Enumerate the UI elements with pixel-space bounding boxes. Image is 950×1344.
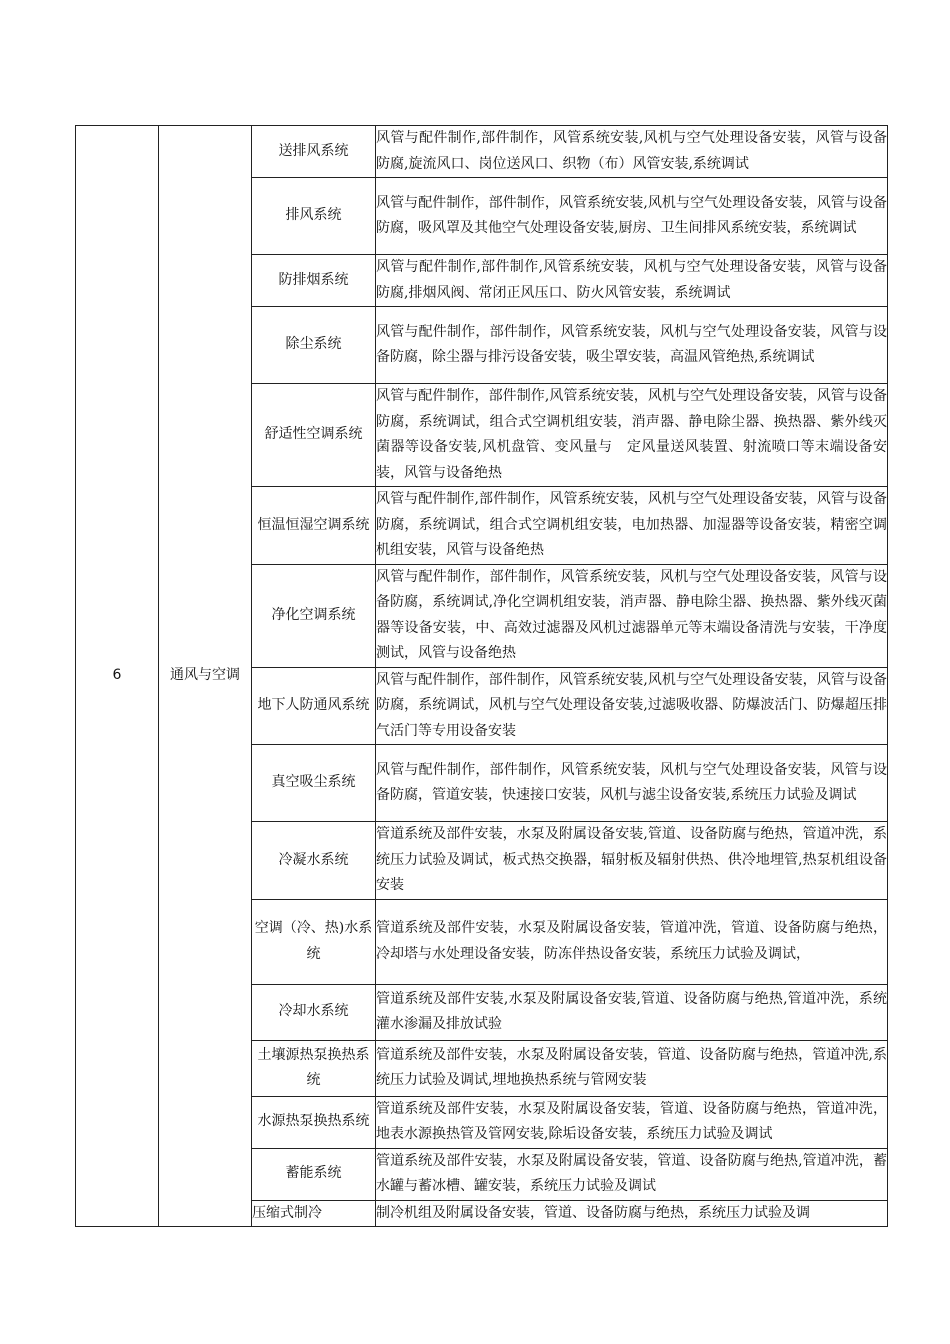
subsystem-cell: 除尘系统 (252, 307, 376, 384)
work-items-cell: 风管与配件制作，部件制作，风管系统安装，风机与空气处理设备安装，风管与设备防腐，系统调试,净化空调机组安装，消声器、静电除尘器、换热器、紫外线灭菌器等设备安装，中、高效过滤器及风机过滤器单元等末端设备清洗与安装，干净度测试，风管与设备绝热 (376, 564, 888, 667)
work-items-cell: 风管与配件制作，部件制作，风管系统安装，风机与空气处理设备安装，风管与设备防腐，管道安装，快速接口安装，风机与滤尘设备安装,系统压力试验及调试 (376, 745, 888, 822)
subsystem-cell: 地下人防通风系统 (252, 667, 376, 745)
work-items-cell: 风管与配件制作，部件制作,风管系统安装，风机与空气处理设备安装，风管与设备防腐，系统调试，组合式空调机组安装，消声器、静电除尘器、换热器、紫外线灭菌器等设备安装,风机盘管、变风量与 定风量送风装置、射流喷口等末端设备安装，风管与设备绝热 (376, 384, 888, 487)
work-items-cell: 管道系统及部件安装，水泵及附属设备安装，管道、设备防腐与绝热，管道冲洗,系统压力试验及调试,埋地换热系统与管网安装 (376, 1040, 888, 1096)
subsystem-cell: 真空吸尘系统 (252, 745, 376, 822)
subsystem-cell: 冷却水系统 (252, 984, 376, 1040)
work-items-cell: 管道系统及部件安装，水泵及附属设备安装，管道、设备防腐与绝热，管道冲洗，地表水源换热管及管网安装,除垢设备安装，系统压力试验及调试 (376, 1096, 888, 1148)
work-items-cell: 制冷机组及附属设备安装，管道、设备防腐与绝热，系统压力试验及调 (376, 1200, 888, 1227)
subsystem-cell: 净化空调系统 (252, 564, 376, 667)
subsystem-cell: 送排风系统 (252, 126, 376, 178)
category-name: 通风与空调 (159, 126, 252, 1227)
work-items-cell: 管道系统及部件安装，水泵及附属设备安装，管道、设备防腐与绝热,管道冲洗，蓄水罐与蓄冰槽、罐安装，系统压力试验及调试 (376, 1148, 888, 1200)
specification-table (75, 125, 888, 1227)
table-row (76, 126, 888, 178)
section-number: 6 (76, 126, 159, 1227)
subsystem-cell: 防排烟系统 (252, 255, 376, 307)
subsystem-cell: 恒温恒湿空调系统 (252, 487, 376, 565)
work-items-cell: 风管与配件制作,部件制作，风管系统安装，风机与空气处理设备安装，风管与设备防腐，系统调试，组合式空调机组安装，电加热器、加湿器等设备安装，精密空调机组安装，风管与设备绝热 (376, 487, 888, 565)
work-items-cell: 风管与配件制作，部件制作，风管系统安装，风机与空气处理设备安装，风管与设备防腐，除尘器与排污设备安装，吸尘罩安装，高温风管绝热,系统调试 (376, 307, 888, 384)
subsystem-cell: 压缩式制冷 (252, 1200, 376, 1227)
subsystem-cell: 蓄能系统 (252, 1148, 376, 1200)
subsystem-cell: 空调（冷、热)水系统 (252, 899, 376, 984)
work-items-cell: 风管与配件制作,部件制作,风管系统安装，风机与空气处理设备安装，风管与设备防腐,排烟风阀、常闭正风压口、防火风管安装，系统调试 (376, 255, 888, 307)
subsystem-cell: 排风系统 (252, 178, 376, 255)
work-items-cell: 风管与配件制作，部件制作，风管系统安装,风机与空气处理设备安装，风管与设备防腐，吸风罩及其他空气处理设备安装,厨房、卫生间排风系统安装，系统调试 (376, 178, 888, 255)
work-items-cell: 管道系统及部件安装，水泵及附属设备安装,管道、设备防腐与绝热，管道冲洗，系统压力试验及调试，板式热交换器，辐射板及辐射供热、供冷地埋管,热泵机组设备安装 (376, 822, 888, 900)
work-items-cell: 风管与配件制作,部件制作，风管系统安装,风机与空气处理设备安装，风管与设备防腐,旋流风口、岗位送风口、织物（布）风管安装,系统调试 (376, 126, 888, 178)
subsystem-cell: 冷凝水系统 (252, 822, 376, 900)
subsystem-cell: 舒适性空调系统 (252, 384, 376, 487)
work-items-cell: 管道系统及部件安装，水泵及附属设备安装，管道冲洗，管道、设备防腐与绝热，冷却塔与水处理设备安装，防冻伴热设备安装，系统压力试验及调试， (376, 899, 888, 984)
work-items-cell: 风管与配件制作，部件制作，风管系统安装,风机与空气处理设备安装，风管与设备防腐，系统调试，风机与空气处理设备安装,过滤吸收器、防爆波活门、防爆超压排气活门等专用设备安装 (376, 667, 888, 745)
work-items-cell: 管道系统及部件安装,水泵及附属设备安装,管道、设备防腐与绝热,管道冲洗，系统灌水渗漏及排放试验 (376, 984, 888, 1040)
subsystem-cell: 水源热泵换热系统 (252, 1096, 376, 1148)
subsystem-cell: 土壤源热泵换热系统 (252, 1040, 376, 1096)
